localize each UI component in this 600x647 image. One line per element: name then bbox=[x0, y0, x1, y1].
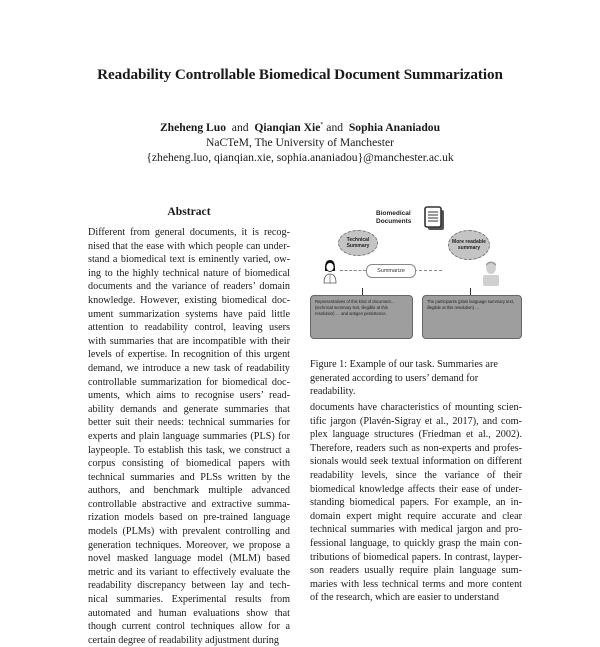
expert-user-icon bbox=[322, 258, 338, 284]
figure-1 bbox=[310, 200, 522, 348]
technical-summary-bubble: Representatives of this kind of document… (technical summary text, illegible at this resolution) … and antigen persistence. bbox=[310, 295, 413, 339]
doc-label-line: Documents bbox=[376, 218, 412, 225]
body-text: documents have characteristics of mounting scientific jargon (Plavén-Sigray et al., 2017), and complex language structures (Friedman et al., 2002). Therefore, readers such as non-experts and professionals would seek textual information on different readability levels, since the variance of their biomedical knowledge affects their ease of understanding biomedical papers. For example, an indomain expert might require accurate and clear technical summaries with medical jargon and professional language, to quickly grasp the main contributions of biomedical papers. In contrast, layperson readers usually require plain language summaries with less technical terms and more content of the research, which are easier to understand bbox=[310, 402, 522, 604]
plain-summary-bubble: The participants (plain language summary text, illegible at this resolution) … bbox=[422, 295, 522, 339]
cloud-technical-summary: Technical Summary bbox=[338, 230, 378, 256]
author-block bbox=[0, 118, 600, 165]
affiliation: NaCTeM, The University of Manchester bbox=[206, 136, 394, 149]
figure-caption: Figure 1: Example of our task. Summaries are generated according to users’ demand for readability. bbox=[310, 359, 498, 398]
layperson-user-icon bbox=[482, 260, 500, 286]
author-name: Sophia Ananiadou bbox=[348, 121, 441, 134]
abstract-heading: Abstract bbox=[167, 205, 211, 218]
figure-doc-label bbox=[376, 210, 411, 226]
author-name: Zheheng Luo bbox=[159, 121, 226, 134]
abstract-text: Different from general documents, it is recognised that the ease with which people can understand a biomedical text is eminently varied, owing to the highly technical nature of biomedical documents and the variance of readers’ domain knowledge. However, existing biomedical document summarization systems have paid little attention to readability control, leaving users with summaries that are incompatible with their levels of expertise. In recognition of this urgent demand, we introduce a new task of readability controllable summarization for biomedical documents, which aims to recognise users’ readability demands and generate summaries that better suit their needs: technical summaries for experts and plain language summaries (PLS) for laypeople. To establish this task, we construct a corpus consisting of biomedical papers with technical summaries and PLSs written by the authors, and benchmark multiple advanced controllable abstractive and extractive summarization models based on pre-trained language models (PLMs) with prevalent controlling and generation techniques. Moreover, we propose a novel masked language model (MLM) based metric and its variant to effectively evaluate the readability discrepancy between lay and technical summaries. Experimental results from automated and human evaluations show that though current control techniques allow for a certain degree of readability adjustment during bbox=[88, 227, 290, 646]
doc-label-line: Biomedical bbox=[376, 210, 411, 217]
author-emails: {zheheng.luo, qianqian.xie, sophia.ananiadou}@manchester.ac.uk bbox=[146, 151, 454, 164]
author-conjunction: and bbox=[326, 121, 344, 134]
bubble-pointer bbox=[362, 288, 363, 295]
cloud-readable-summary: More readable summary bbox=[448, 230, 490, 260]
dashed-connector bbox=[340, 270, 366, 271]
abstract-column bbox=[88, 226, 290, 647]
dashed-connector bbox=[414, 270, 442, 271]
bubble-pointer bbox=[470, 288, 471, 295]
document-stack-icon bbox=[424, 206, 446, 232]
author-conjunction: and bbox=[231, 121, 249, 134]
summarize-label: Summarize bbox=[366, 264, 416, 278]
author-names bbox=[0, 118, 600, 135]
paper-title: Readability Controllable Biomedical Document Summarization bbox=[97, 66, 503, 83]
corresponding-author-mark: * bbox=[320, 122, 324, 128]
body-column bbox=[310, 401, 522, 605]
author-name: Qianqian Xie bbox=[254, 121, 321, 134]
